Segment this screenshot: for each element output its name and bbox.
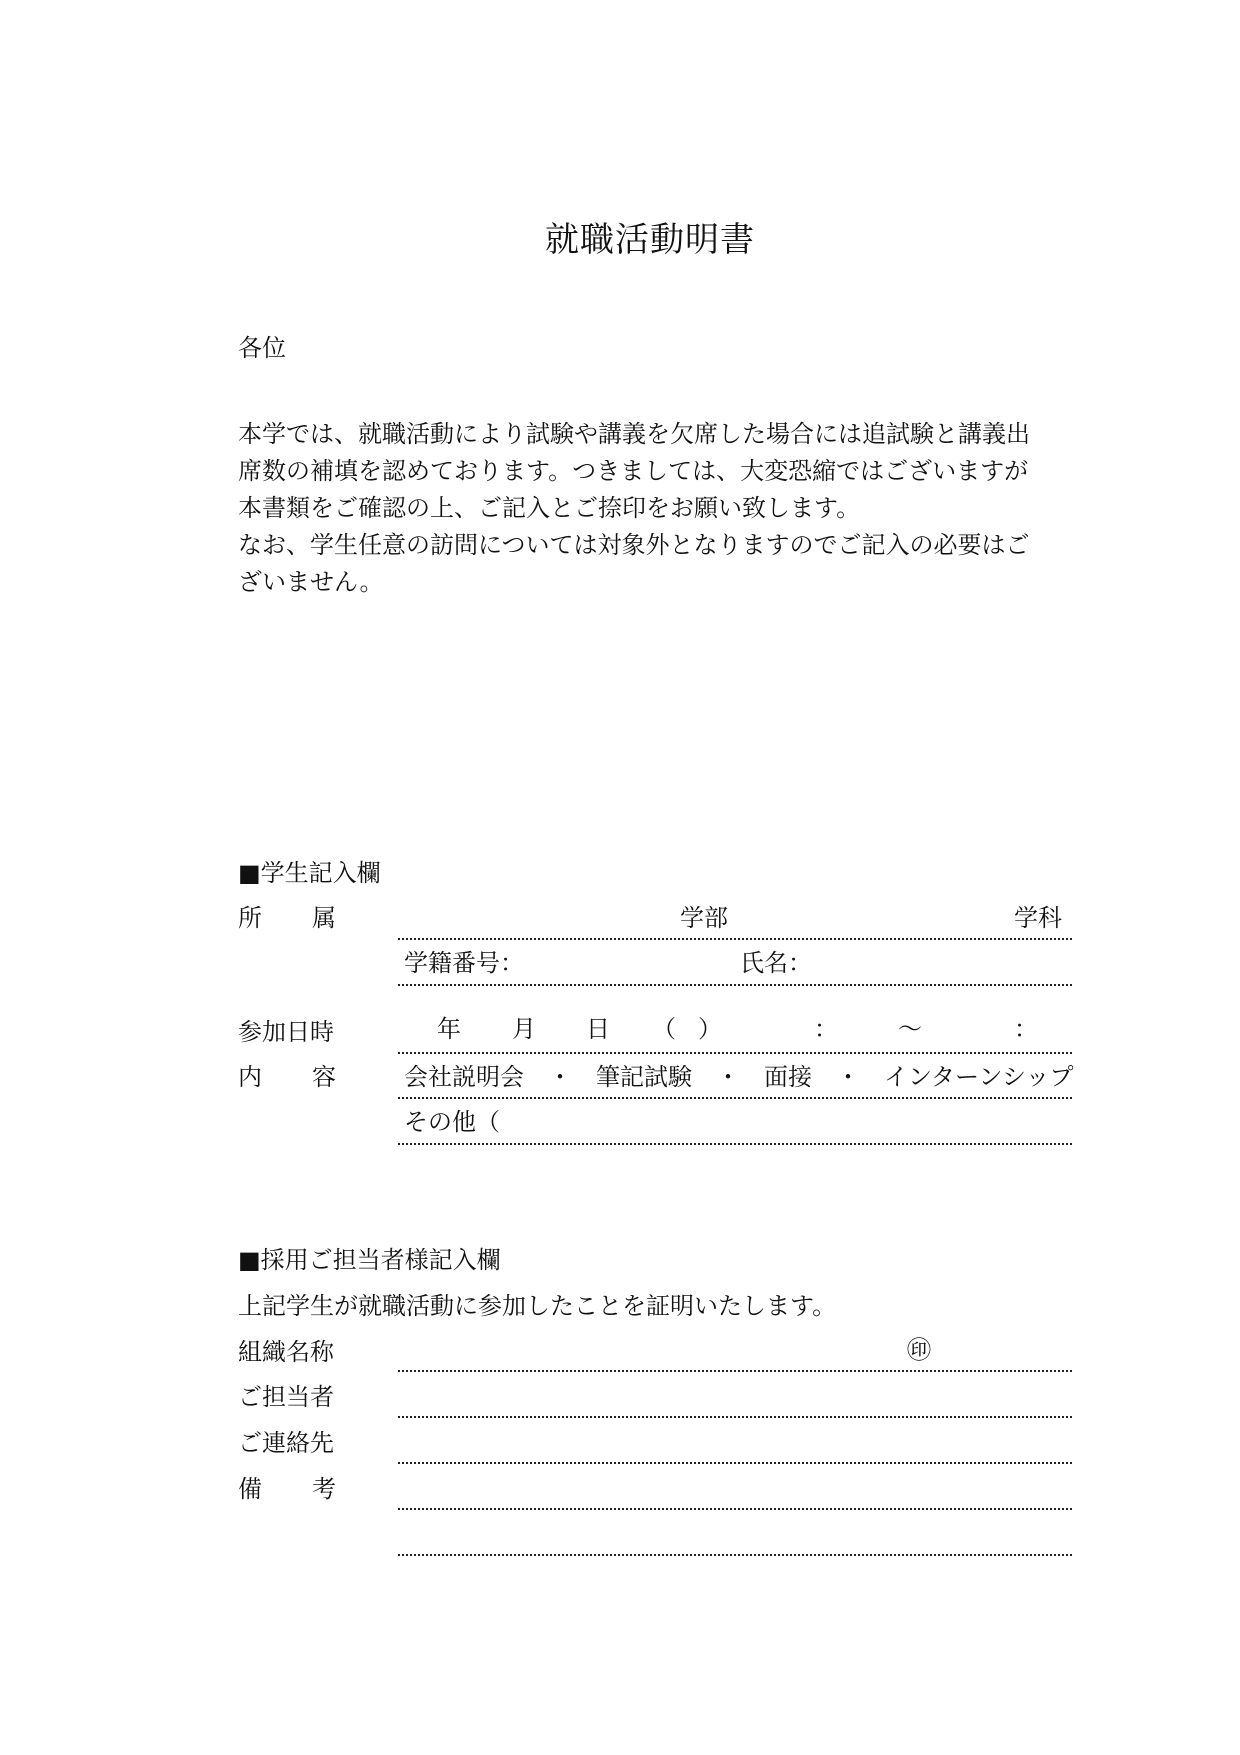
student-section-heading: ■学生記入欄: [238, 859, 381, 887]
contact-line[interactable]: [398, 1462, 1072, 1464]
day-label: 日: [586, 1015, 610, 1043]
body-line: 本学では、就職活動により試験や講義を欠席した場合には追試験と講義出: [238, 420, 1030, 448]
seal-mark: ㊞: [907, 1336, 931, 1364]
org-label: 組織名称: [238, 1338, 334, 1366]
student-id-name-line[interactable]: [398, 984, 1072, 986]
year-label: 年: [437, 1015, 461, 1043]
contact-label: ご連絡先: [238, 1429, 334, 1457]
certify-text: 上記学生が就職活動に参加したことを証明いたします。: [238, 1292, 837, 1320]
other-label: その他（: [404, 1108, 500, 1136]
org-line[interactable]: [398, 1370, 1072, 1372]
body-line: 本書類をご確認の上、ご記入とご捺印をお願い致します。: [238, 494, 861, 522]
remarks-label: 備 考: [238, 1475, 336, 1503]
remarks-line[interactable]: [398, 1508, 1072, 1510]
datetime-label: 参加日時: [238, 1018, 334, 1046]
remarks-line-2[interactable]: [398, 1554, 1072, 1556]
datetime-line[interactable]: [398, 1052, 1072, 1054]
salutation: 各位: [238, 334, 286, 362]
other-line[interactable]: [398, 1143, 1072, 1145]
end-time-colon: ：: [1014, 1015, 1038, 1043]
tilde: 〜: [898, 1015, 922, 1043]
weekday-close: ）: [698, 1015, 722, 1043]
department-label: 学科: [1014, 904, 1062, 932]
weekday-open: （: [652, 1015, 676, 1043]
content-label: 内 容: [238, 1063, 336, 1091]
person-label: ご担当者: [238, 1383, 334, 1411]
faculty-label: 学部: [680, 904, 728, 932]
content-line: [398, 1097, 1072, 1099]
month-label: 月: [512, 1015, 536, 1043]
recruiter-section-heading: ■採用ご担当者様記入欄: [238, 1246, 501, 1274]
student-id-label: 学籍番号：: [404, 949, 524, 977]
content-options[interactable]: 会社説明会 ・ 筆記試験 ・ 面接 ・ インターンシップ: [404, 1063, 1074, 1091]
affiliation-line[interactable]: [398, 938, 1072, 940]
affiliation-label: 所 属: [238, 904, 336, 932]
body-line: ざいません。: [238, 568, 384, 596]
document-title: 就職活動明書: [545, 220, 755, 260]
person-line[interactable]: [398, 1416, 1072, 1418]
body-line: なお、学生任意の訪問については対象外となりますのでご記入の必要はご: [238, 531, 1030, 559]
start-time-colon: ：: [814, 1015, 838, 1043]
body-line: 席数の補填を認めております。つきましては、大変恐縮ではございますが: [238, 457, 1029, 485]
student-name-label: 氏名：: [740, 949, 812, 977]
body-paragraph: [238, 416, 1068, 601]
